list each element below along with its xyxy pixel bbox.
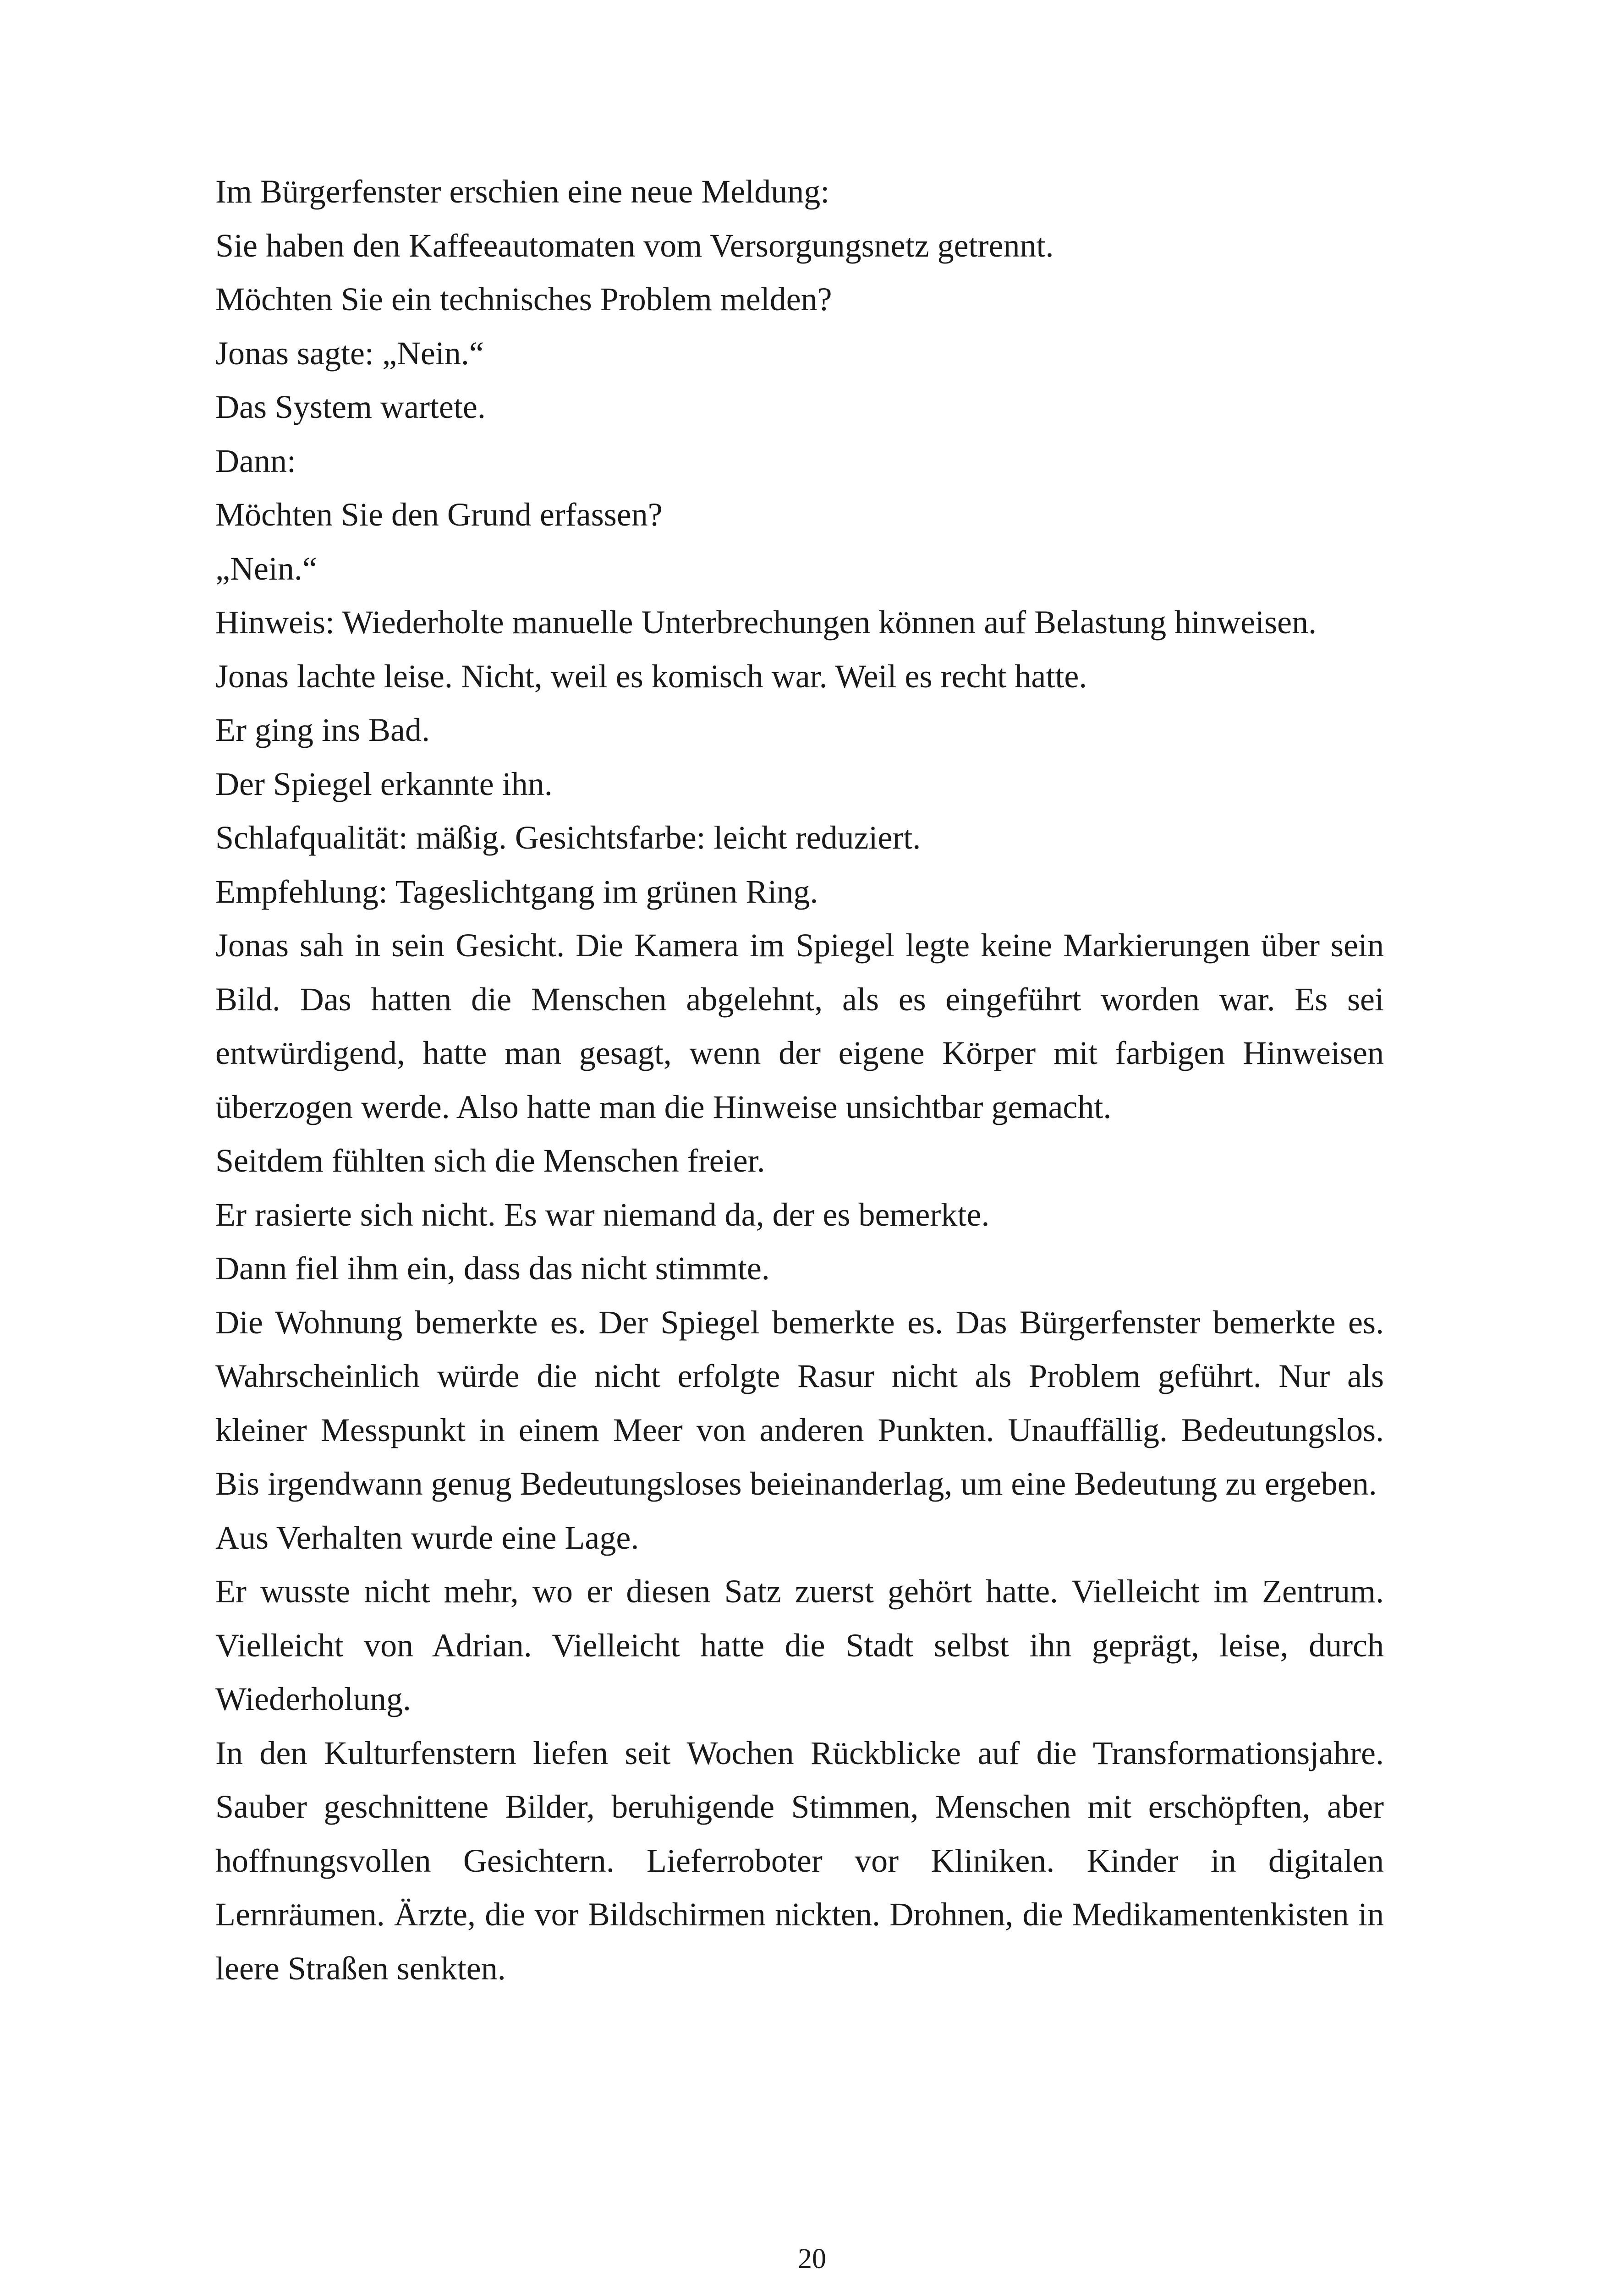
paragraph-jonas-nein: Jonas sagte: „Nein.“ [215,334,484,372]
paragraph-gesicht: Jonas sah in sein Gesicht. Die Kamera im Spiegel legte keine Markierungen über sein Bild. Das hatten die Menschen abgelehnt, als es eingeführt worden war. Es sei entwürdigend, hatte man gesagt, wenn der eigene Körper mit farbigen Hinweisen überzogen werde. Also hatte man die Hinweise unsichtbar gemacht. [215,927,1384,1125]
paragraph-lage: Aus Verhalten wurde eine Lage. [215,1519,639,1556]
paragraph-system-question: Möchten Sie ein technisches Problem melden? [215,281,832,318]
paragraph-grund-question: Möchten Sie den Grund erfassen? [215,496,663,533]
paragraph-hinweis: Hinweis: Wiederholte manuelle Unterbrechungen können auf Belastung hinweisen. [215,604,1317,641]
paragraph-bad: Er ging ins Bad. [215,712,430,748]
paragraph-spiegel: Der Spiegel erkannte ihn. [215,765,553,802]
paragraph-schlafqualitaet: Schlafqualität: mäßig. Gesichtsfarbe: leicht reduziert. [215,819,921,856]
paragraph-dann: Dann: [215,442,296,479]
paragraph-wohnung: Die Wohnung bemerkte es. Der Spiegel bemerkte es. Das Bürgerfenster bemerkte es. Wahrscheinlich würde die nicht erfolgte Rasur nicht als Problem geführt. Nur als kleiner Messpunkt in einem Meer von anderen Punkten. Unauffällig. Bedeutungslos. Bis irgendwann genug Bedeutungsloses beieinanderlag, um eine Bedeutung zu ergeben. [215,1304,1384,1502]
paragraph-system-message: Sie haben den Kaffeeautomaten vom Versorgungsnetz getrennt. [215,227,1054,264]
paragraph-fiel-ein: Dann fiel ihm ein, dass das nicht stimmte. [215,1250,770,1287]
paragraph-jonas-lachte: Jonas lachte leise. Nicht, weil es komisch war. Weil es recht hatte. [215,658,1087,695]
paragraph-system-wartete: Das System wartete. [215,389,486,425]
page-number: 20 [798,2243,826,2275]
paragraph-nein: „Nein.“ [215,550,317,587]
paragraph-kulturfenster: In den Kulturfenstern liefen seit Wochen Rückblicke auf die Transformationsjahre. Sauber geschnittene Bilder, beruhigende Stimmen, Menschen mit erschöpften, aber hoffnungsvollen Gesichtern. Lieferroboter vor Kliniken. Kinder in digitalen Lernräumen. Ärzte, die vor Bildschirmen nickten. Drohnen, die Medikamentenkisten in leere Straßen senkten. [215,1734,1384,1987]
paragraph-rasierte: Er rasierte sich nicht. Es war niemand da, der es bemerkte. [215,1196,990,1233]
paragraph-satz: Er wusste nicht mehr, wo er diesen Satz zuerst gehört hatte. Vielleicht im Zentrum. Vielleicht von Adrian. Vielleicht hatte die Stadt selbst ihn geprägt, leise, durch Wiederholung. [215,1573,1384,1717]
paragraph-freier: Seitdem fühlten sich die Menschen freier. [215,1142,765,1179]
body-text [215,165,1384,1995]
paragraph-meldung-intro: Im Bürgerfenster erschien eine neue Meldung: [215,173,830,210]
paragraph-empfehlung: Empfehlung: Tageslichtgang im grünen Ring. [215,873,818,910]
